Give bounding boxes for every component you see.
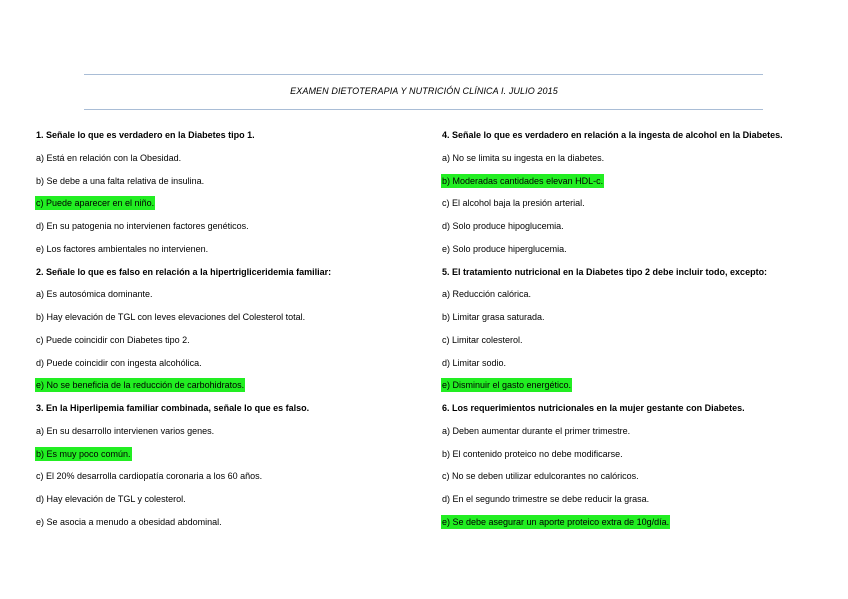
right-column [441, 128, 841, 538]
page-title: EXAMEN DIETOTERAPIA Y NUTRICIÓN CLÍNICA I. JULIO 2015 [290, 86, 558, 96]
answer-option [441, 242, 841, 265]
answer-option [441, 447, 841, 470]
answer-option [441, 515, 841, 538]
answer-option [35, 378, 407, 401]
answer-option [441, 378, 841, 401]
header-rule-top [84, 74, 763, 75]
answer-option [35, 310, 407, 333]
answer-text: d) Solo produce hipoglucemia. [442, 221, 564, 231]
answer-option [35, 242, 407, 265]
correct-answer-highlight: b) Es muy poco común. [36, 448, 131, 459]
question-text: 5. El tratamiento nutricional en la Diabetes tipo 2 debe incluir todo, excepto: [442, 266, 768, 277]
answer-text: d) Limitar sodio. [442, 357, 507, 368]
question-line [441, 265, 841, 288]
answer-option [35, 492, 407, 515]
question-line [35, 265, 407, 288]
answer-text: d) Hay elevación de TGL y colesterol. [36, 494, 186, 504]
answer-option [35, 151, 407, 174]
question-text: 3. En la Hiperlipemia familiar combinada, señale lo que es falso. [36, 403, 310, 413]
answer-text: b) Hay elevación de TGL con leves elevaciones del Colesterol total. [36, 312, 306, 322]
question-text: 2. Señale lo que es falso en relación a la hipertrigliceridemia familiar: [36, 266, 332, 277]
answer-option [441, 151, 841, 174]
question-block [35, 128, 407, 265]
answer-option [35, 424, 407, 447]
answer-text: e) Se asocia a menudo a obesidad abdominal. [36, 516, 222, 527]
question-line [35, 401, 407, 424]
answer-text: b) El contenido proteico no debe modificarse. [442, 448, 623, 459]
correct-answer-highlight: c) Puede aparecer en el niño. [36, 198, 155, 209]
question-text: 1. Señale lo que es verdadero en la Diabetes tipo 1. [36, 130, 255, 140]
answer-text: d) Puede coincidir con ingesta alcohólica. [36, 357, 202, 368]
answer-text: d) En su patogenia no intervienen factores genéticos. [36, 221, 249, 231]
answer-option [441, 287, 841, 310]
answer-option [35, 287, 407, 310]
answer-option [35, 515, 407, 538]
answer-option [35, 447, 407, 470]
correct-answer-highlight: b) Moderadas cantidades elevan HDL-c. [442, 175, 604, 186]
answer-text: a) Está en relación con la Obesidad. [36, 152, 182, 163]
answer-option [441, 469, 841, 492]
answer-text: e) Los factores ambientales no intervienen. [36, 243, 209, 254]
question-block [441, 265, 841, 402]
answer-option [441, 196, 841, 219]
left-column [35, 128, 407, 538]
answer-text: c) No se deben utilizar edulcorantes no calóricos. [442, 471, 639, 482]
answer-option [35, 469, 407, 492]
correct-answer-highlight: e) Se debe asegurar un aporte proteico extra de 10g/día. [442, 516, 670, 527]
question-line [35, 128, 407, 151]
question-line [441, 128, 841, 151]
answer-text: c) Puede coincidir con Diabetes tipo 2. [36, 334, 190, 345]
answer-text: a) Deben aumentar durante el primer trimestre. [442, 425, 631, 436]
answer-option [441, 424, 841, 447]
answer-option [441, 333, 841, 356]
answer-text: d) En el segundo trimestre se debe reducir la grasa. [442, 494, 650, 504]
answer-option [35, 174, 407, 197]
answer-option [35, 196, 407, 219]
answer-text: e) Solo produce hiperglucemia. [442, 243, 567, 254]
question-block [441, 128, 841, 265]
question-block [441, 401, 841, 538]
answer-option [441, 310, 841, 333]
question-line [441, 401, 841, 424]
question-text: 6. Los requerimientos nutricionales en la mujer gestante con Diabetes. [442, 403, 745, 413]
answer-option [441, 219, 841, 242]
answer-text: a) Es autosómica dominante. [36, 289, 153, 300]
answer-option [35, 333, 407, 356]
answer-text: a) En su desarrollo intervienen varios genes. [36, 425, 215, 436]
question-block [35, 401, 407, 538]
answer-text: b) Se debe a una falta relativa de insulina. [36, 175, 205, 186]
answer-option [441, 492, 841, 515]
answer-text: c) Limitar colesterol. [442, 334, 523, 345]
correct-answer-highlight: e) Disminuir el gasto energético. [442, 380, 572, 391]
header-rule-bottom [84, 109, 763, 110]
answer-text: c) El alcohol baja la presión arterial. [442, 198, 585, 209]
correct-answer-highlight: e) No se beneficia de la reducción de carbohidratos. [36, 380, 245, 391]
answer-option [35, 356, 407, 379]
answer-text: c) El 20% desarrolla cardiopatía coronaria a los 60 años. [36, 471, 263, 482]
answer-text: a) No se limita su ingesta en la diabetes. [442, 152, 605, 163]
question-block [35, 265, 407, 402]
answer-text: a) Reducción calórica. [442, 289, 532, 300]
answer-option [441, 356, 841, 379]
answer-option [441, 174, 841, 197]
question-text: 4. Señale lo que es verdadero en relación a la ingesta de alcohol en la Diabetes. [442, 130, 783, 140]
answer-option [35, 219, 407, 242]
answer-text: b) Limitar grasa saturada. [442, 312, 545, 322]
